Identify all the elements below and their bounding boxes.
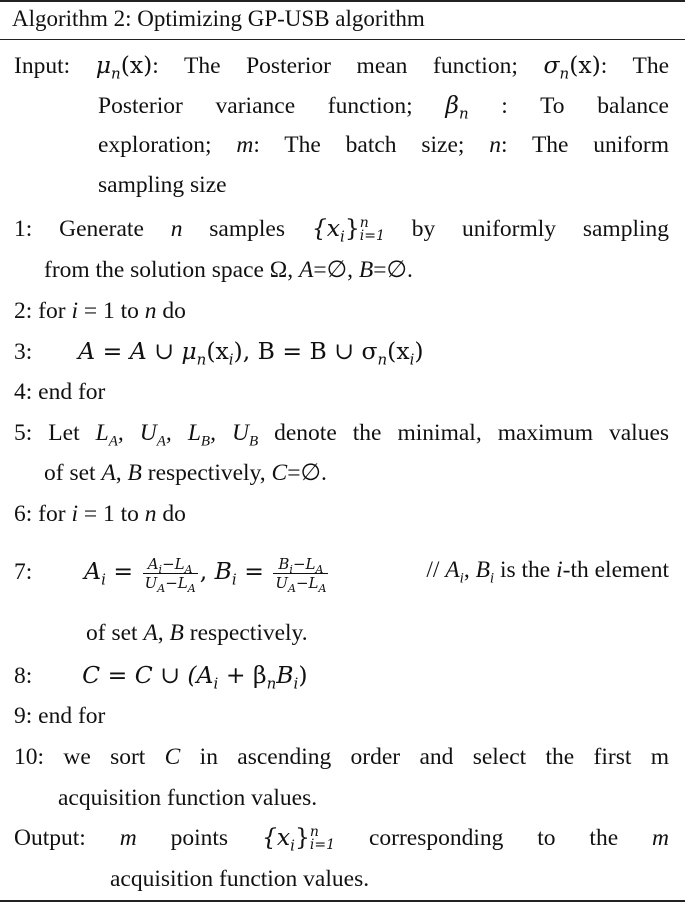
step-7-line-2: of set A, B respectively. [86, 620, 308, 646]
input-line-2: Posterior variance function; $\beta_n$ : To balance [98, 91, 669, 123]
bottom-rule [0, 900, 685, 902]
step-1-line-1: 1: Generate n samples $\{x_i\}$ n i=1 by uniformly sampling [14, 214, 670, 246]
step-2: 2: for i = 1 to n do [14, 298, 186, 324]
step-9: 9: end for [14, 703, 106, 729]
output-line-2: acquisition function values. [110, 866, 370, 892]
step-10-line-2: acquisition function values. [58, 785, 318, 811]
input-line-4: sampling size [98, 172, 227, 198]
algorithm-title: Algorithm 2: Optimizing GP-USB algorithm [12, 6, 425, 31]
step-6: 6: for i = 1 to n do [14, 501, 186, 527]
step-7-comment: // $A_i$, $B_i$ is the i-th element [426, 557, 669, 587]
input-line-1: Input: $\mu_n(x)$: The Posterior mean function; $\sigma_n(x)$: The [14, 51, 670, 83]
step-10-line-1: 10: we sort C in ascending order and select the first m [14, 744, 670, 770]
fraction-b: $\frac{B_i-L_A}{U_A-L_A}$ [275, 555, 327, 595]
step-5-line-2: of set A, B respectively, C=∅. [44, 460, 327, 486]
top-rule [0, 0, 685, 2]
step-3: 3: A = A ∪ $\mu_n(x_i)$, B = B ∪ $\sigma_n(x_i)$ [14, 337, 424, 369]
step-5-line-1: 5: Let $L_A$, $U_A$, $L_B$, $U_B$ denote the minimal, maximum values [14, 420, 670, 450]
input-line-3: exploration; m: The batch size; n: The uniform [98, 132, 670, 158]
header-rule [0, 39, 685, 40]
fraction-a: $\frac{A_i-L_A}{U_A-L_A}$ [144, 555, 196, 595]
step-1-line-2: from the solution space Ω, A=∅, B=∅. [44, 257, 413, 283]
step-8: 8: C = C ∪ $(A_i + \beta_nB_i)$ [14, 661, 308, 693]
step-4: 4: end for [14, 379, 106, 405]
step-7-line-1: 7: $A_i$ = $\frac{A_i-L_A}{U_A-L_A}$ , $B_i$ = $\frac{B_i-L_A}{U_A-L_A}$ // $A_i$, $B_i$ is the i-th element [14, 555, 669, 595]
output-line-1: Output: m points $\{x_i\}$ n i=1 corresponding to the m [14, 823, 670, 855]
